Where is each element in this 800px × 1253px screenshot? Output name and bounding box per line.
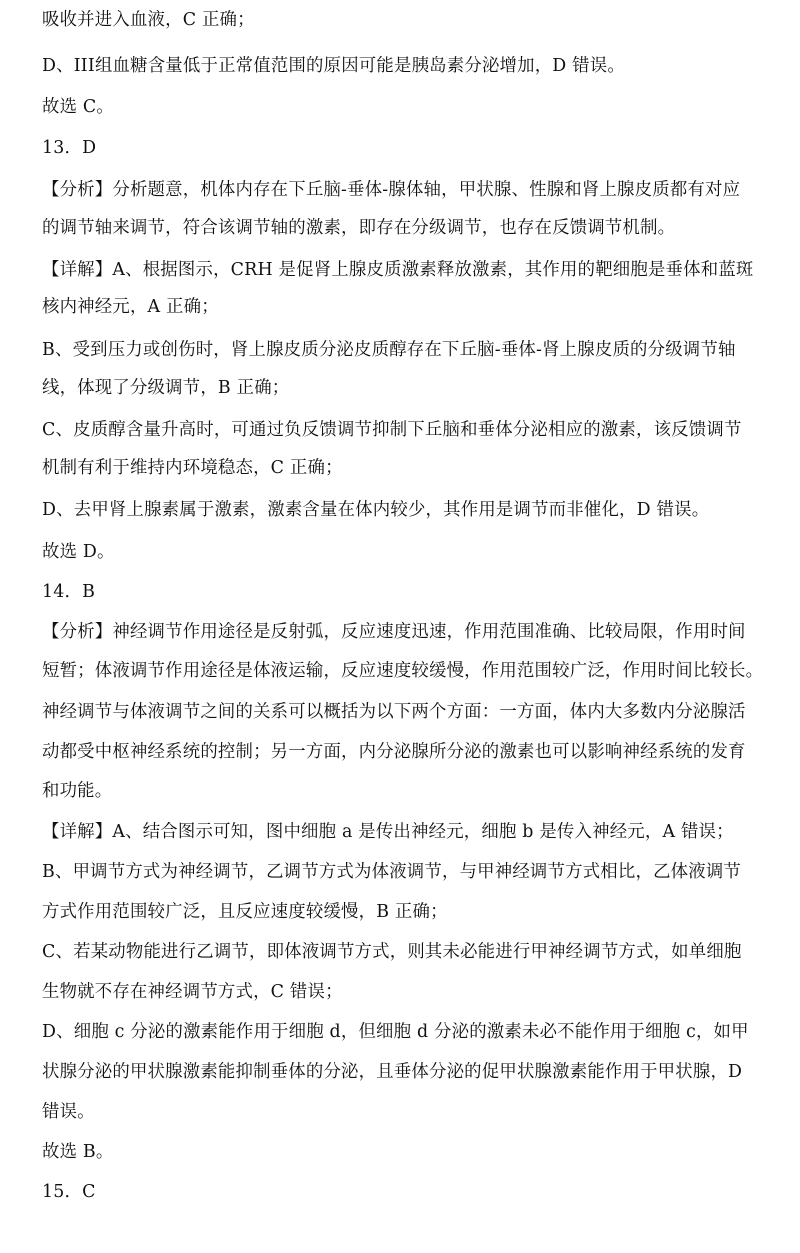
text-line: 【详解】A、根据图示，CRH 是促肾上腺皮质激素释放激素，其作用的靶细胞是垂体和蓝斑 xyxy=(42,260,754,280)
text-line: C、若某动物能进行乙调节，即体液调节方式，则其未必能进行甲神经调节方式，如单细胞 xyxy=(42,942,742,962)
text-line: 状腺分泌的甲状腺激素能抑制垂体的分泌，且垂体分泌的促甲状腺激素能作用于甲状腺，D xyxy=(42,1062,743,1082)
text-line: 【分析】分析题意，机体内存在下丘脑-垂体-腺体轴，甲状腺、性腺和肾上腺皮质都有对应 xyxy=(42,180,741,200)
text-line: D、去甲肾上腺素属于激素，激素含量在体内较少，其作用是调节而非催化，D 错误。 xyxy=(42,500,710,520)
text-line: D、III组血糖含量低于正常值范围的原因可能是胰岛素分泌增加，D 错误。 xyxy=(42,56,625,76)
text-line: 错误。 xyxy=(42,1102,95,1122)
question-number: 15．C xyxy=(42,1182,96,1202)
text-line: 神经调节与体液调节之间的关系可以概括为以下两个方面：一方面，体内大多数内分泌腺活 xyxy=(42,702,746,722)
text-line: 吸收并进入血液，C 正确； xyxy=(42,10,255,30)
question-number: 14．B xyxy=(42,582,96,602)
text-line: 核内神经元，A 正确； xyxy=(42,297,219,317)
text-line: 机制有利于维持内环境稳态，C 正确； xyxy=(42,458,343,478)
text-line: 生物就不存在神经调节方式，C 错误； xyxy=(42,982,343,1002)
text-line: B、甲调节方式为神经调节，乙调节方式为体液调节，与甲神经调节方式相比，乙体液调节 xyxy=(42,862,742,882)
text-line: 动都受中枢神经系统的控制；另一方面，内分泌腺所分泌的激素也可以影响神经系统的发育 xyxy=(42,742,746,762)
text-line: 和功能。 xyxy=(42,781,113,801)
text-line: 【详解】A、结合图示可知，图中细胞 a 是传出神经元，细胞 b 是传入神经元，A 错误； xyxy=(42,822,734,842)
text-line: D、细胞 c 分泌的激素能作用于细胞 d，但细胞 d 分泌的激素未必不能作用于细胞 c，如甲 xyxy=(42,1022,749,1042)
text-line: 的调节轴来调节，符合该调节轴的激素，即存在分级调节，也存在反馈调节机制。 xyxy=(42,218,676,238)
text-line: C、皮质醇含量升高时，可通过负反馈调节抑制下丘脑和垂体分泌相应的激素，该反馈调节 xyxy=(42,420,742,440)
text-line: 【分析】神经调节作用途径是反射弧，反应速度迅速，作用范围准确、比较局限，作用时间 xyxy=(42,622,746,642)
text-line: 方式作用范围较广泛，且反应速度较缓慢，B 正确； xyxy=(42,902,448,922)
question-number: 13．D xyxy=(42,138,97,158)
text-line: B、受到压力或创伤时，肾上腺皮质分泌皮质醇存在下丘脑-垂体-肾上腺皮质的分级调节轴 xyxy=(42,340,736,360)
text-line: 短暂；体液调节作用途径是体液运输，反应速度较缓慢，作用范围较广泛，作用时间比较长。 xyxy=(42,661,764,681)
text-line: 故选 C。 xyxy=(42,97,115,117)
text-line: 线，体现了分级调节，B 正确； xyxy=(42,378,290,398)
text-line: 故选 D。 xyxy=(42,542,115,562)
text-line: 故选 B。 xyxy=(42,1142,114,1162)
